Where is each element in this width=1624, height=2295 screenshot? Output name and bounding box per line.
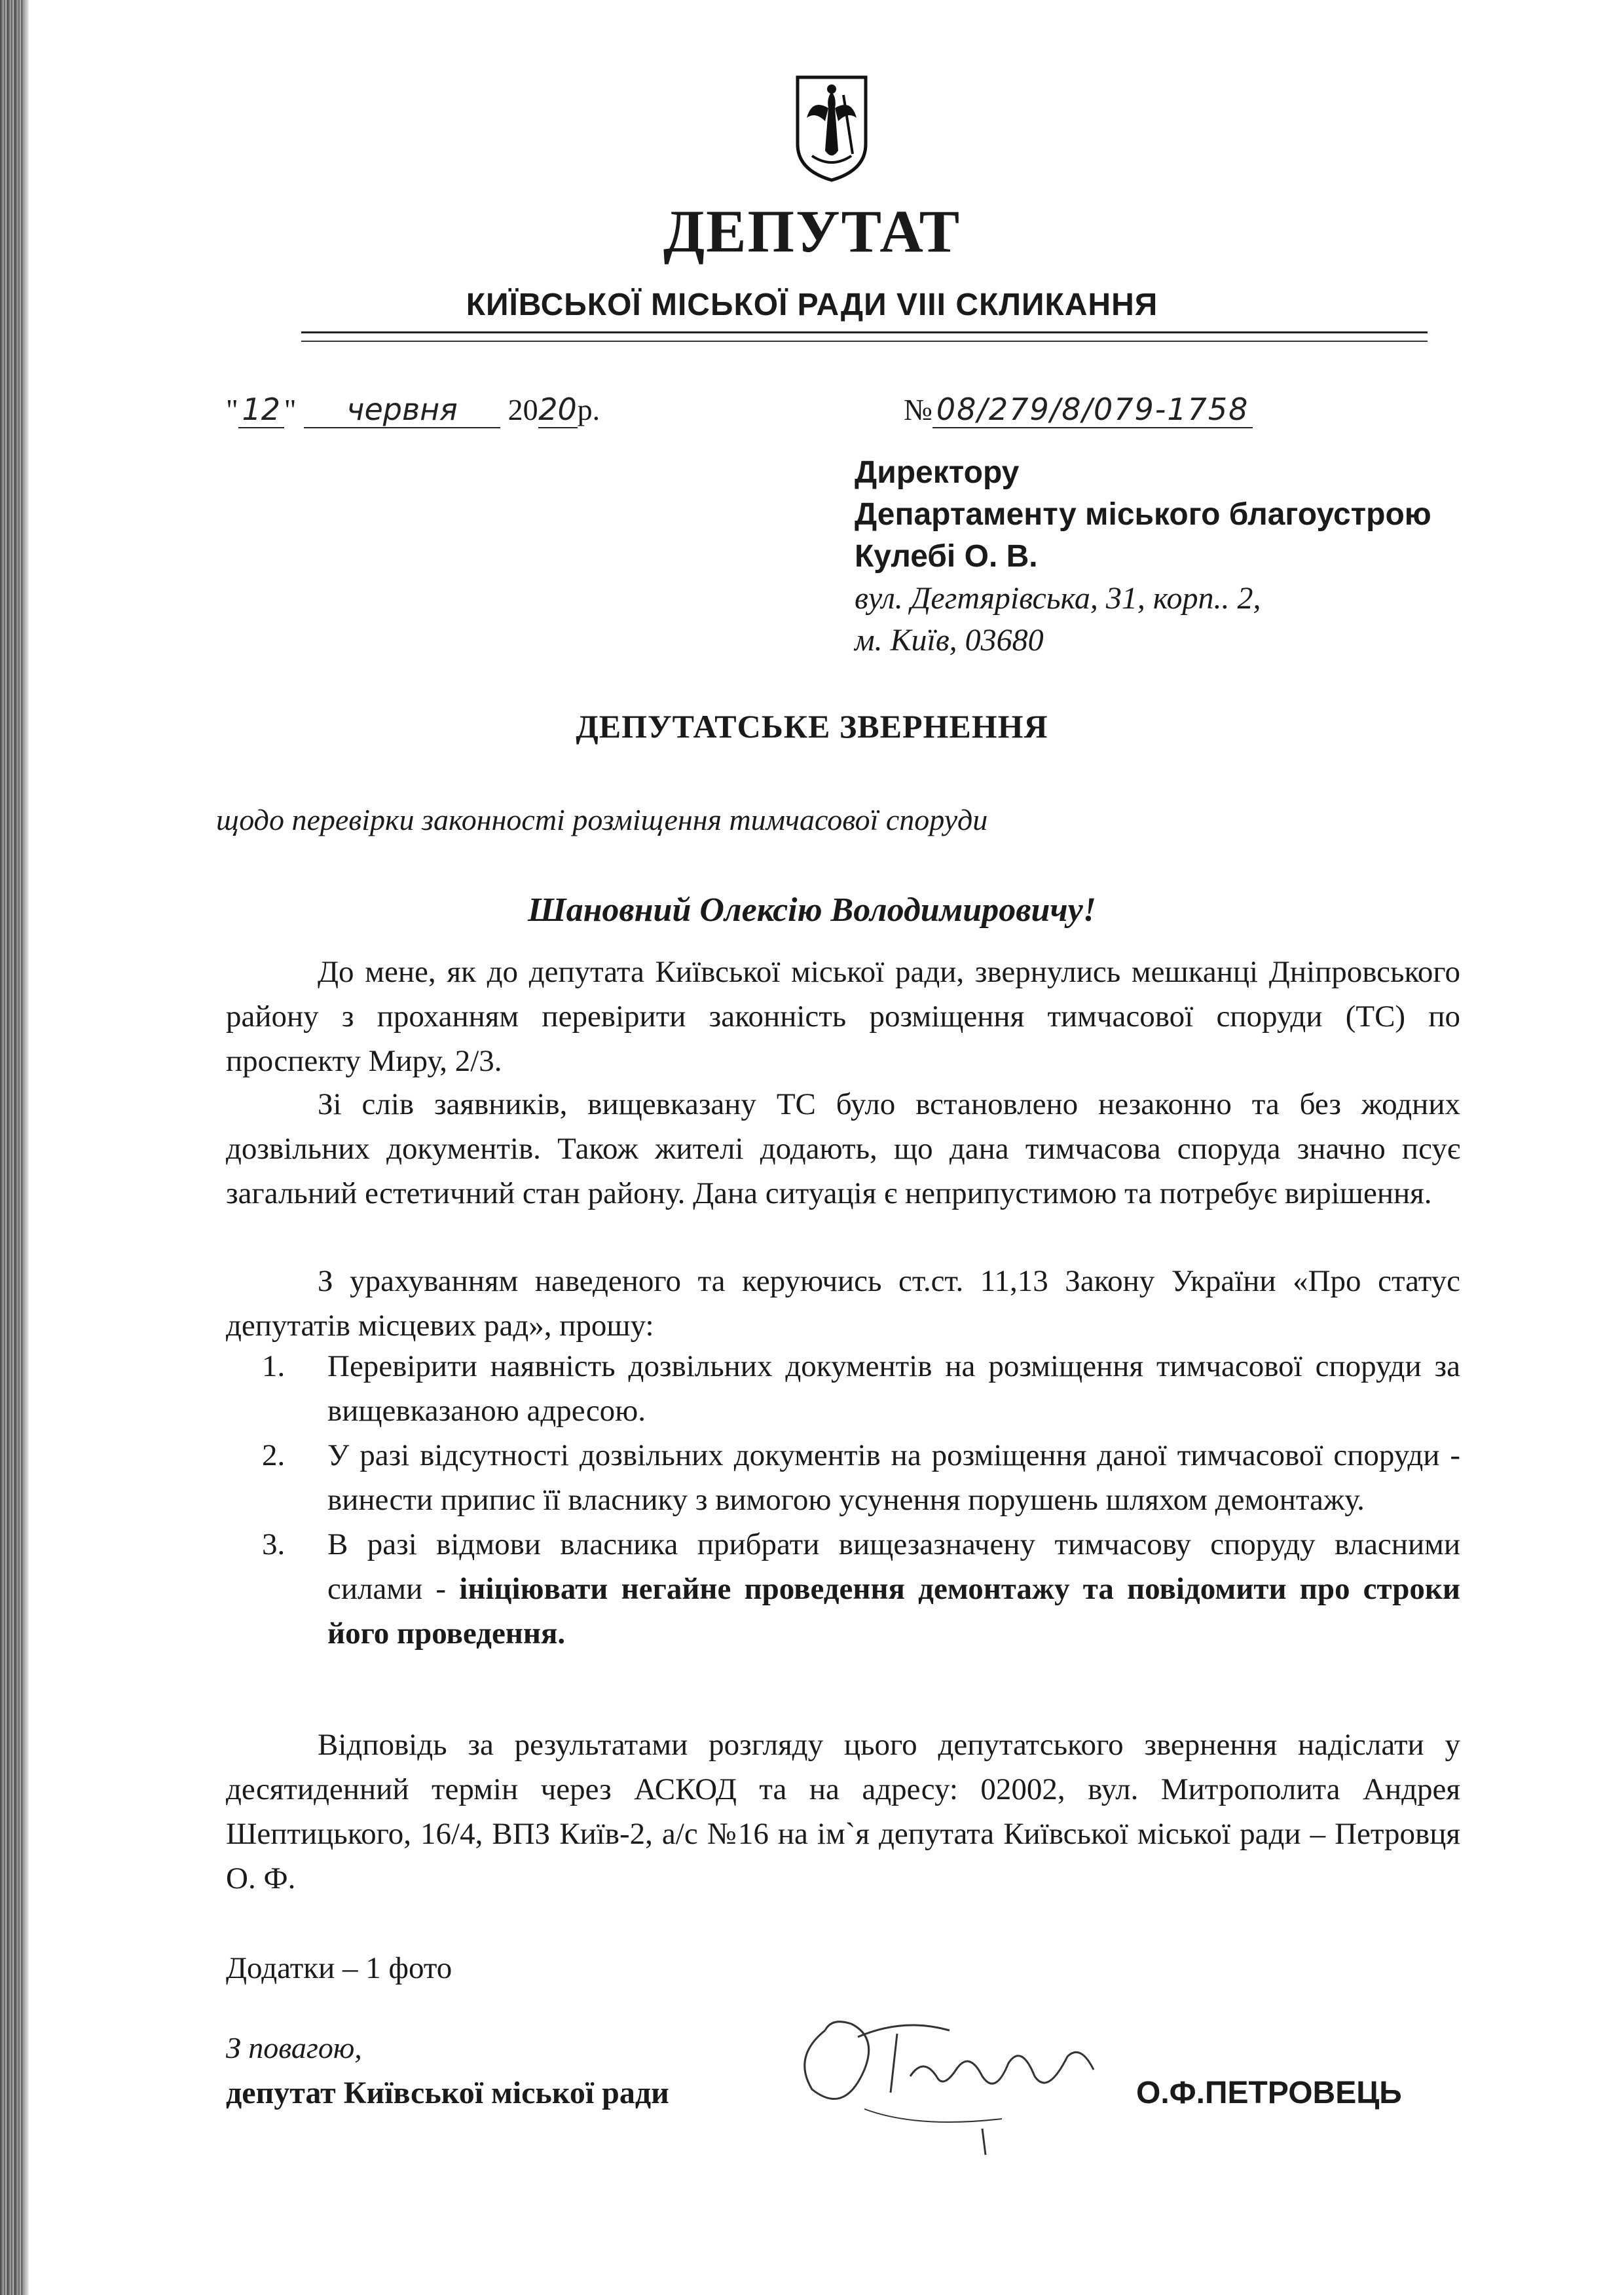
- list-item-number: 1.: [262, 1349, 286, 1383]
- list-item-text-wrapper: [327, 1522, 1460, 1656]
- letter-date: [226, 392, 600, 428]
- list-item-bold-text: ініціювати негайне проведення демонтажу та повідомити про строки його проведення.: [327, 1572, 1461, 1651]
- addressee-position: Директору: [855, 455, 1020, 490]
- paragraph-2: Зі слів заявників, вищевказану ТС було встановлено незаконно та без жодних дозвільних документів. Також жителі додають, що дана тимчасова споруда значно псує загальний естетичний стан району. Дана ситуація є неприпустимою та потребує вирішення.: [226, 1087, 1460, 1210]
- date-close-quote: ": [284, 393, 297, 426]
- date-day: 12: [238, 392, 284, 428]
- kyiv-emblem-icon: [792, 72, 871, 183]
- reg-number-value: 08/279/8/079-1758: [932, 392, 1253, 428]
- paragraph-4: Відповідь за результатами розгляду цього депутатського звернення надіслати у десятиденний термін через АСКОД та на адресу: 02002, вул. Митрополита Андрея Шептицького, 16/4, ВПЗ Київ-2, а/с №16 на ім`я депутата Київської міської ради – Петровця О. Ф.: [226, 1728, 1460, 1895]
- list-item: [262, 1344, 1460, 1433]
- scan-edge-gradient: [22, 0, 29, 2295]
- date-year-prefix: 20: [507, 393, 538, 426]
- paragraph-3: З урахуванням наведеного та керуючись ст.ст. 11,13 Закону України «Про статус депутатів місцевих рад», прошу:: [226, 1264, 1460, 1343]
- salutation: Шановний Олексію Володимировичу!: [528, 891, 1096, 929]
- header-divider-top: [301, 331, 1428, 333]
- list-item-text: В разі відмови власника прибрати вищезазначену тимчасову споруду власними силами -: [327, 1527, 1460, 1606]
- paragraph-1: До мене, як до депутата Київської міської ради, звернулись мешканці Дніпровського району з проханням перевірити законність розміщення тимчасової споруди (ТС) по проспекту Миру, 2/3.: [226, 955, 1460, 1078]
- request-list: [262, 1344, 1460, 1656]
- closing-phrase: З повагою,: [226, 2031, 362, 2064]
- header-divider-bottom: [301, 341, 1428, 342]
- document-title: ДЕПУТАТСЬКЕ ЗВЕРНЕННЯ: [576, 708, 1048, 745]
- addressee-block: [855, 452, 1431, 662]
- document-subject: щодо перевірки законності розміщення тимчасової споруди: [216, 803, 988, 836]
- registration-number: [904, 392, 1253, 428]
- handwritten-signature: [786, 1978, 1126, 2161]
- addressee-city: м. Київ, 03680: [855, 623, 1044, 658]
- signer-title: депутат Київської міської ради: [226, 2076, 669, 2110]
- signer-name: О.Ф.ПЕТРОВЕЦЬ: [1136, 2076, 1402, 2110]
- list-item-number: 3.: [262, 1527, 286, 1561]
- list-item-text: Перевірити наявність дозвільних документів на розміщення тимчасової споруди за вищевказаною адресою.: [327, 1349, 1460, 1428]
- date-year-unit: р.: [577, 393, 600, 426]
- scan-edge-shadow: [0, 0, 22, 2295]
- letterhead-subtitle: КИЇВСЬКОЇ МІСЬКОЇ РАДИ VIII СКЛИКАННЯ: [466, 288, 1158, 322]
- list-item-text: У разі відсутності дозвільних документів на розміщення даної тимчасової споруди - винести припис її власнику з вимогою усунення порушень шляхом демонтажу.: [327, 1438, 1460, 1517]
- date-year-suffix: 20: [538, 392, 577, 427]
- list-item: [262, 1522, 1460, 1656]
- list-item: [262, 1433, 1460, 1522]
- letterhead-title: ДЕПУТАТ: [663, 198, 961, 265]
- addressee-department: Департаменту міського благоустрою: [855, 497, 1431, 532]
- addressee-street: вул. Дегтярівська, 31, корп.. 2,: [855, 581, 1261, 616]
- list-item-number: 2.: [262, 1438, 286, 1472]
- date-month: червня: [304, 392, 500, 428]
- addressee-name: Кулебі О. В.: [855, 539, 1038, 574]
- attachments-note: Додатки – 1 фото: [226, 1951, 452, 1985]
- date-open-quote: ": [226, 393, 238, 426]
- reg-prefix: №: [904, 393, 932, 426]
